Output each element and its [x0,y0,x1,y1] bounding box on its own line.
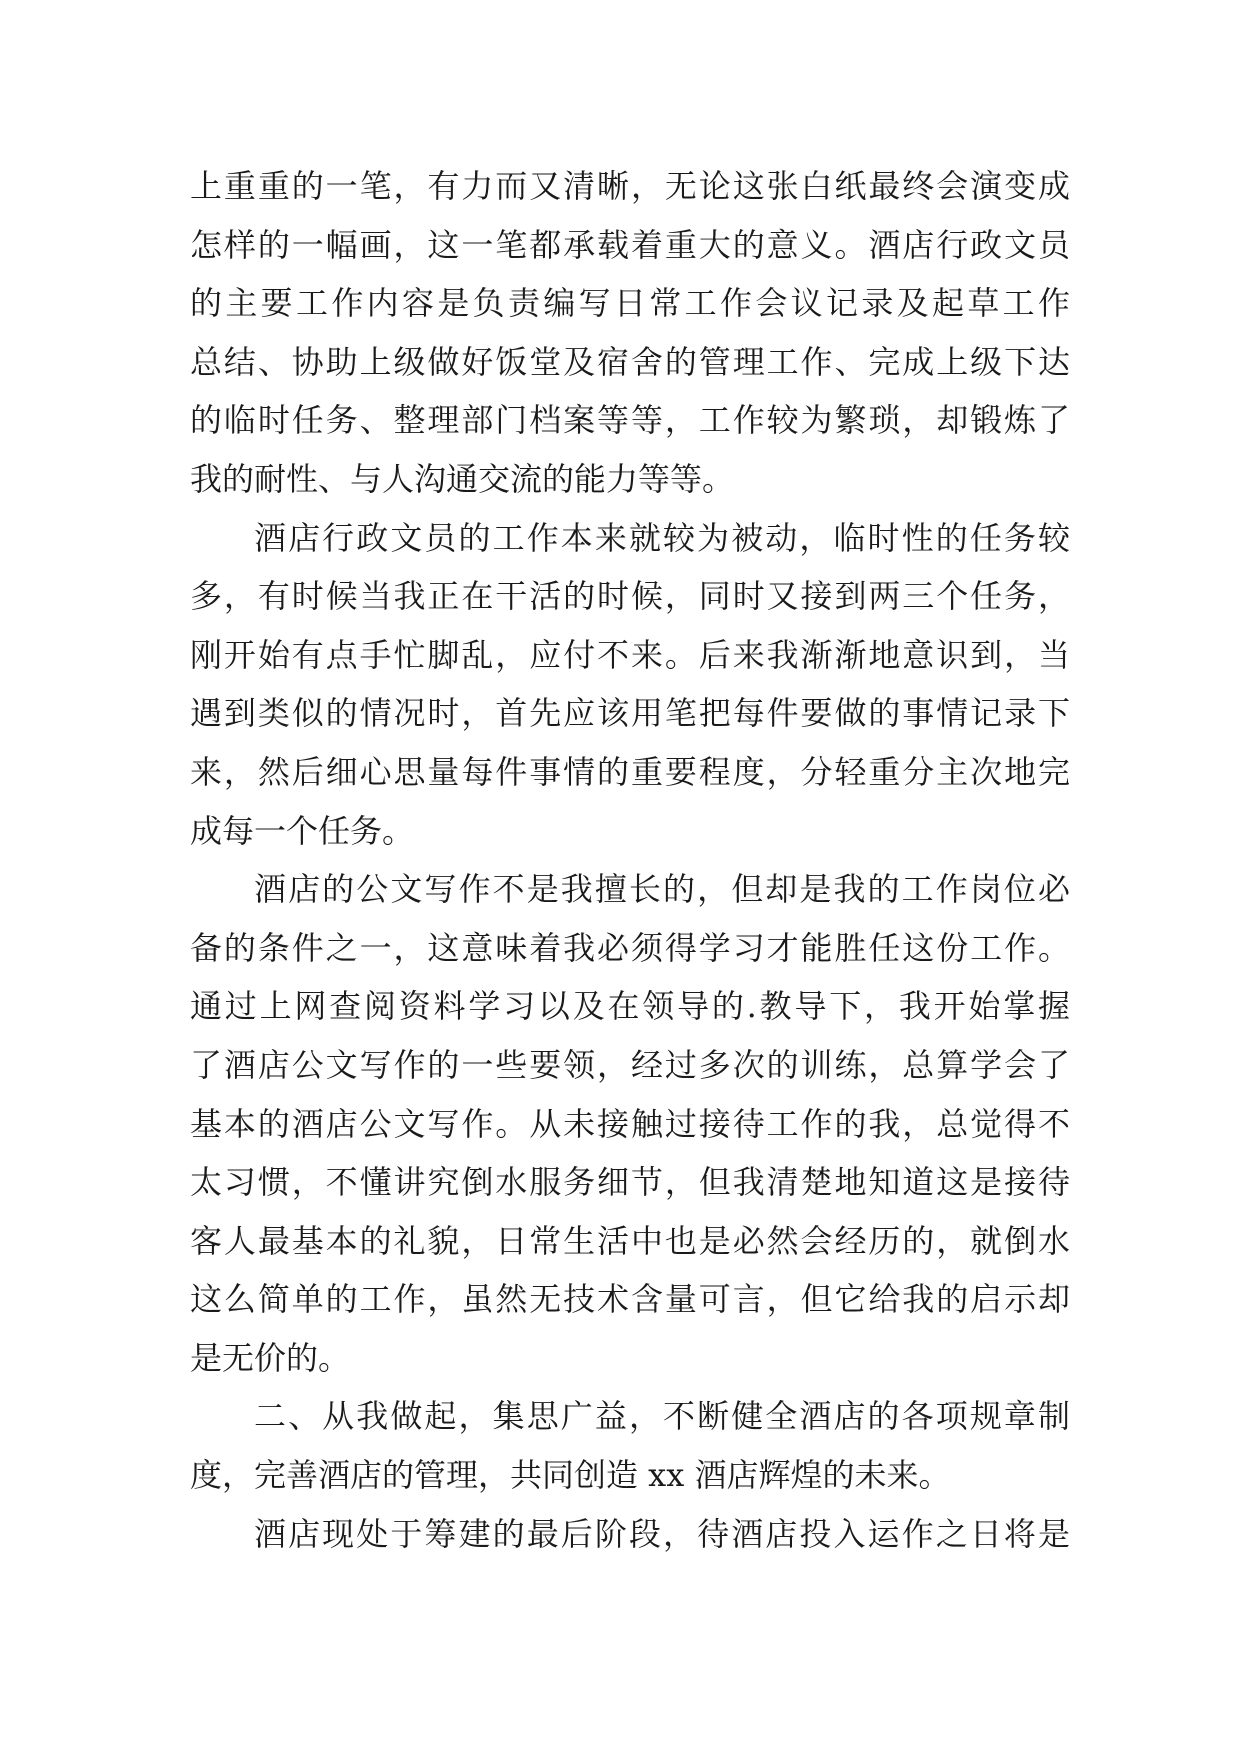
text-line: 多，有时候当我正在干活的时候，同时又接到两三个任务， [190,577,1070,616]
text-line: 来，然后细心思量每件事情的重要程度，分轻重分主次地完 [190,752,1070,791]
text-line: 刚开始有点手忙脚乱，应付不来。后来我渐渐地意识到，当 [190,635,1070,674]
text-line: 我的耐性、与人沟通交流的能力等等。 [190,459,735,498]
text-line: 怎样的一幅画，这一笔都承载着重大的意义。酒店行政文员 [190,225,1070,264]
document-body [190,157,1070,1563]
text-line: 酒店现处于筹建的最后阶段，待酒店投入运作之日将是 [254,1514,1070,1553]
text-line: 酒店行政文员的工作本来就较为被动，临时性的任务较 [254,518,1070,557]
text-line: 总结、协助上级做好饭堂及宿舍的管理工作、完成上级下达 [190,342,1070,381]
text-line: 是无价的。 [190,1338,351,1377]
text-line: 通过上网查阅资料学习以及在领导的.教导下，我开始掌握 [190,987,1070,1026]
text-line: 的主要工作内容是负责编写日常工作会议记录及起草工作 [190,284,1070,323]
text-line: 酒店的公文写作不是我擅长的，但却是我的工作岗位必 [254,870,1070,909]
text-line: 上重重的一笔，有力而又清晰，无论这张白纸最终会演变成 [190,167,1070,205]
text-line: 遇到类似的情况时，首先应该用笔把每件要做的事情记录下 [190,694,1070,733]
text-line: 的临时任务、整理部门档案等等，工作较为繁琐，却锻炼了 [190,401,1070,440]
text-line: 成每一个任务。 [190,811,415,850]
text-line: 备的条件之一，这意味着我必须得学习才能胜任这份工作。 [190,928,1070,967]
text-line: 这么简单的工作，虽然无技术含量可言，但它给我的启示却 [190,1280,1070,1319]
text-line: 太习惯，不懂讲究倒水服务细节，但我清楚地知道这是接待 [190,1163,1070,1202]
text-line: 二、从我做起，集思广益，不断健全酒店的各项规章制 [254,1397,1070,1436]
text-line: 客人最基本的礼貌，日常生活中也是必然会经历的，就倒水 [190,1221,1070,1260]
text-line: 了酒店公文写作的一些要领，经过多次的训练，总算学会了 [190,1045,1070,1084]
text-line: 基本的酒店公文写作。从未接触过接待工作的我，总觉得不 [190,1104,1070,1143]
text-line: 度，完善酒店的管理，共同创造 xx 酒店辉煌的未来。 [190,1456,951,1495]
